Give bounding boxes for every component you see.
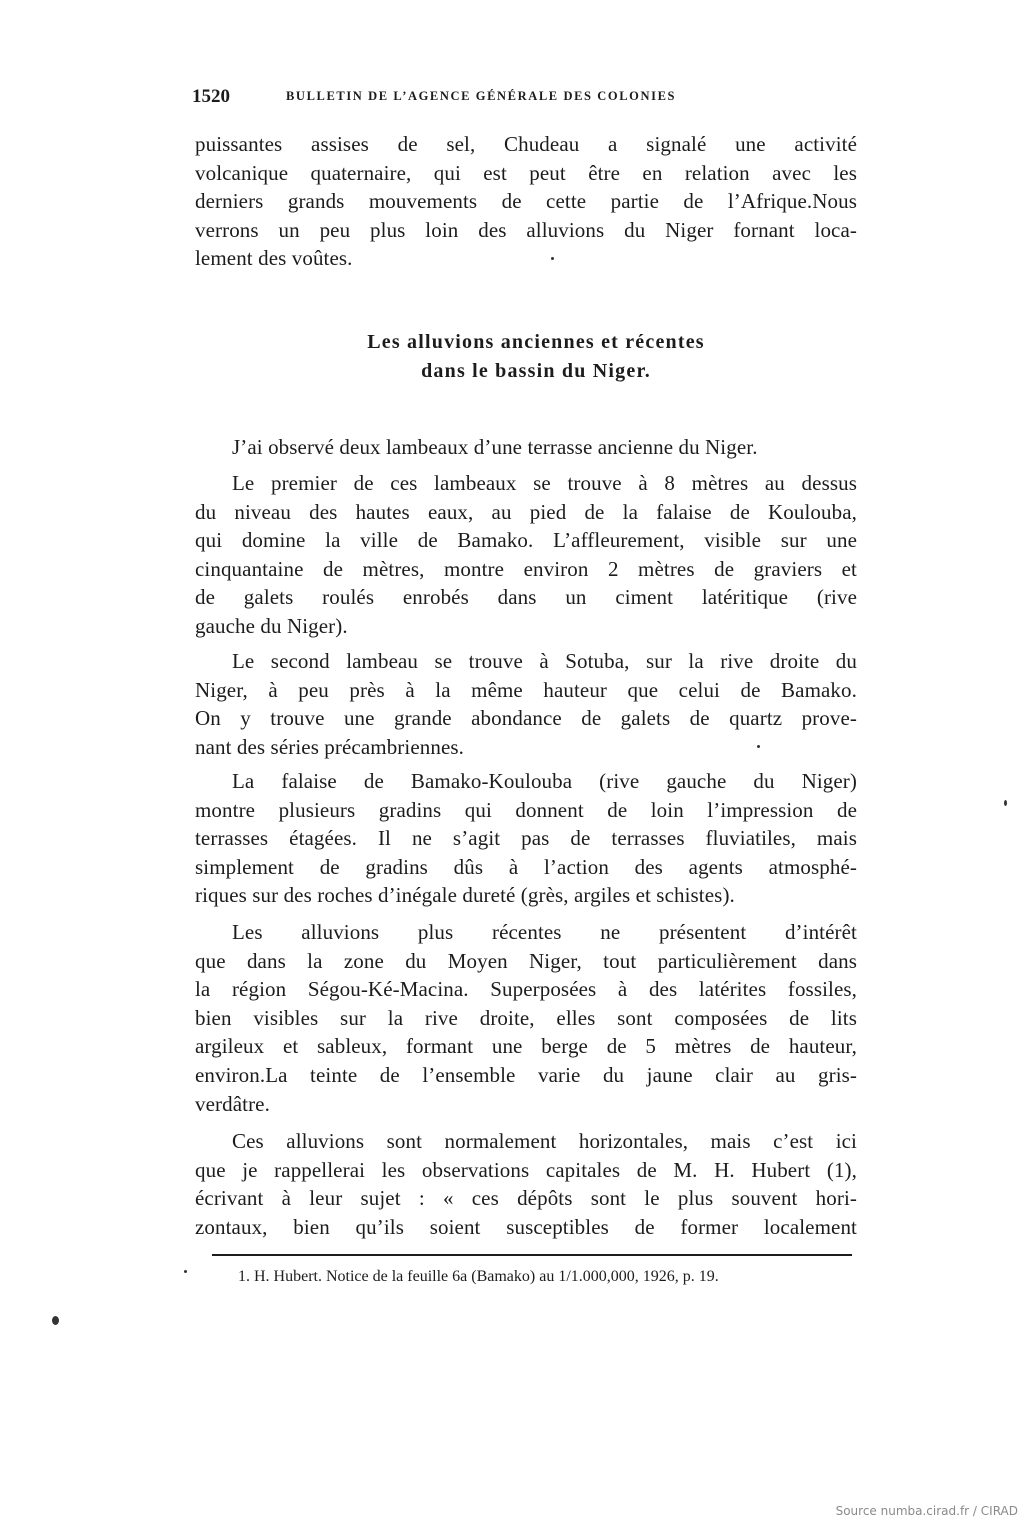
source-credit: Source numba.cirad.fr / CIRAD	[835, 1504, 1018, 1518]
page-header	[192, 86, 852, 110]
paragraph	[195, 1127, 857, 1241]
text-line: Niger, à peu près à la même hauteur que celui de Bamako.	[195, 677, 857, 702]
scan-speck	[757, 745, 760, 748]
text-line: écrivant à leur sujet : « ces dépôts sont le plus souvent hori-	[195, 1186, 857, 1211]
text-line: cinquantaine de mètres, montre environ 2 mètres de graviers et	[195, 556, 857, 581]
text-line: Le premier de ces lambeaux se trouve à 8 mètres au dessus	[232, 471, 857, 495]
text-line: de galets roulés enrobés dans un ciment latéritique (rive	[195, 585, 857, 610]
text-line: volcanique quaternaire, qui est peut être en relation avec les	[195, 160, 857, 185]
text-line: Ces alluvions sont normalement horizontales, mais c’est ici	[232, 1129, 857, 1153]
scan-speck	[184, 1270, 187, 1273]
text-line: terrasses étagées. Il ne s’agit pas de terrasses fluviatiles, mais	[195, 826, 857, 851]
paragraph	[195, 767, 857, 910]
text-line: puissantes assises de sel, Chudeau a signalé une activité	[195, 132, 857, 156]
paragraph	[195, 918, 857, 1118]
section-title	[195, 328, 857, 386]
text-line: nant des séries précambriennes.	[195, 734, 464, 759]
text-line: Le second lambeau se trouve à Sotuba, sur la rive droite du	[232, 649, 857, 673]
text-line: derniers grands mouvements de cette partie de l’Afrique.Nous	[195, 189, 857, 214]
text-line: lement des voûtes.	[195, 246, 353, 271]
paragraph	[195, 433, 857, 462]
text-line: gauche du Niger).	[195, 613, 348, 638]
scan-speck	[551, 257, 554, 260]
text-line: bien visibles sur la rive droite, elles sont composées de lits	[195, 1005, 857, 1030]
page-number: 1520	[192, 86, 230, 107]
text-line: qui domine la ville de Bamako. L’affleurement, visible sur une	[195, 528, 857, 553]
text-line: Les alluvions plus récentes ne présentent d’intérêt	[232, 920, 857, 944]
section-title-line-2: dans le bassin du Niger.	[421, 360, 651, 382]
text-line: verdâtre.	[195, 1091, 270, 1116]
text-line: du niveau des hautes eaux, au pied de la falaise de Koulouba,	[195, 499, 857, 524]
text-line: que dans la zone du Moyen Niger, tout particulièrement dans	[195, 948, 857, 973]
intro-paragraph	[195, 130, 857, 273]
text-line: environ.La teinte de l’ensemble varie du jaune clair au gris-	[195, 1062, 857, 1087]
running-title: BULLETIN DE L’AGENCE GÉNÉRALE DES COLONIES	[286, 89, 677, 103]
section-title-line-1: Les alluvions anciennes et récentes	[367, 331, 705, 353]
text-line: simplement de gradins dûs à l’action des agents atmosphé-	[195, 854, 857, 879]
text-line: riques sur des roches d’inégale dureté (grès, argiles et schistes).	[195, 883, 735, 908]
scan-speck	[1004, 800, 1007, 806]
footnote: 1. H. Hubert. Notice de la feuille 6a (Bamako) au 1/1.000,000, 1926, p. 19.	[238, 1268, 719, 1285]
scan-speck	[52, 1316, 59, 1325]
text-line: la région Ségou-Ké-Macina. Superposées à des latérites fossiles,	[195, 977, 857, 1002]
text-line: argileux et sableux, formant une berge de 5 mètres de hauteur,	[195, 1034, 857, 1059]
text-line: On y trouve une grande abondance de galets de quartz prove-	[195, 706, 857, 731]
footnote-rule	[212, 1254, 852, 1256]
text-line: zontaux, bien qu’ils soient susceptibles de former localement	[195, 1214, 857, 1239]
text-line: J’ai observé deux lambeaux d’une terrasse ancienne du Niger.	[232, 435, 758, 459]
text-line: montre plusieurs gradins qui donnent de loin l’impression de	[195, 797, 857, 822]
text-line: La falaise de Bamako-Koulouba (rive gauche du Niger)	[232, 769, 857, 793]
paragraph	[195, 469, 857, 641]
text-line: que je rappellerai les observations capitales de M. H. Hubert (1),	[195, 1157, 857, 1182]
text-line: verrons un peu plus loin des alluvions du Niger fornant loca-	[195, 217, 857, 242]
